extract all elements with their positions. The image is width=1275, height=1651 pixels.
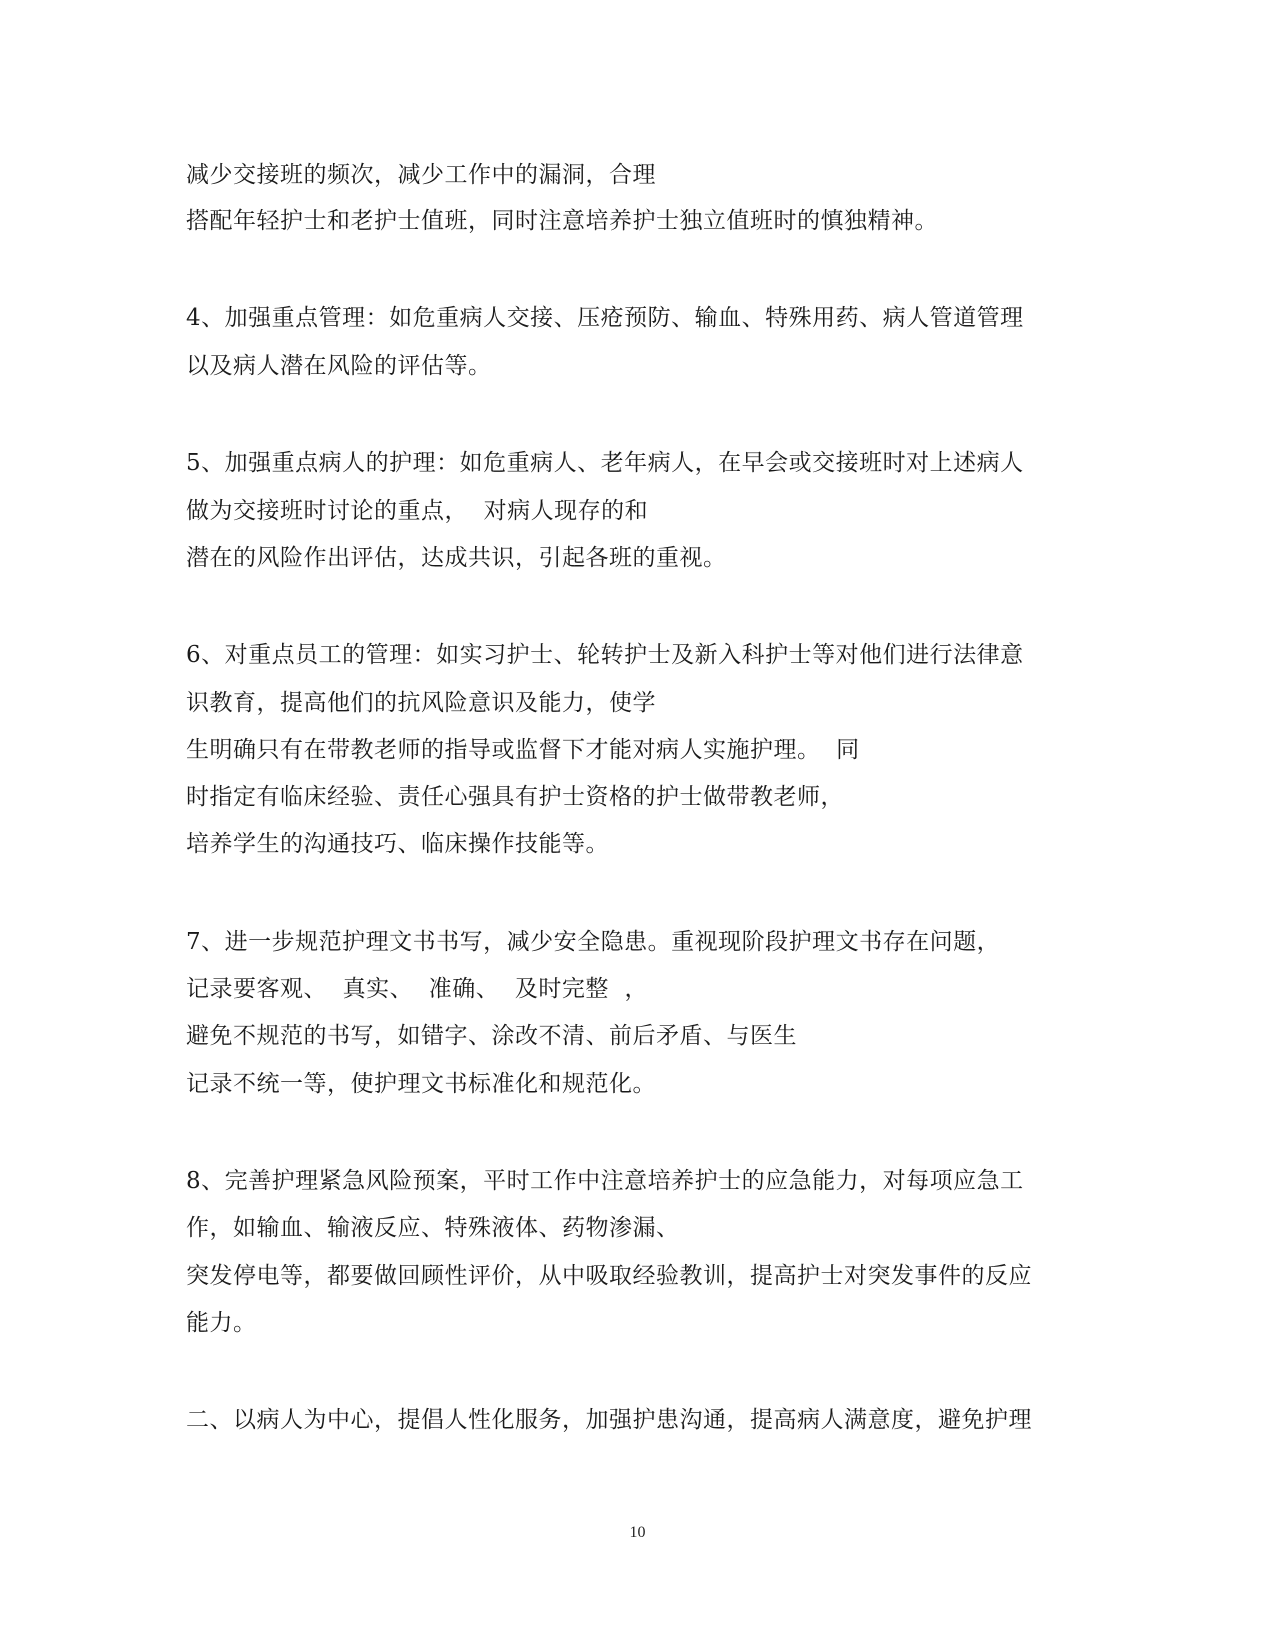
text-line: 避免不规范的书写，如错字、涂改不清、前后矛盾、与医生 <box>186 1023 797 1049</box>
text-line: 突发停电等，都要做回顾性评价，从中吸取经验教训，提高护士对突发事件的反应 <box>186 1263 1032 1289</box>
text-line: 减少交接班的频次，减少工作中的漏洞，合理 <box>186 162 656 188</box>
text-line: 做为交接班时讨论的重点， 对病人现存的和 <box>186 498 649 524</box>
text-line: 识教育，提高他们的抗风险意识及能力，使学 <box>186 690 656 716</box>
text-line: 8、完善护理紧急风险预案，平时工作中注意培养护士的应急能力，对每项应急工 <box>186 1168 1024 1194</box>
text-line: 7、进一步规范护理文书书写，减少安全隐患。重视现阶段护理文书存在问题， <box>186 929 1001 955</box>
text-line: 培养学生的沟通技巧、临床操作技能等。 <box>186 831 609 857</box>
text-line: 记录不统一等，使护理文书标准化和规范化。 <box>186 1071 656 1097</box>
text-line: 时指定有临床经验、责任心强具有护士资格的护士做带教老师， <box>186 784 844 810</box>
text-line: 4、加强重点管理：如危重病人交接、压疮预防、输血、特殊用药、病人管道管理 <box>186 305 1024 331</box>
text-line: 潜在的风险作出评估，达成共识，引起各班的重视。 <box>186 545 727 571</box>
page-number: 10 <box>629 1524 646 1541</box>
text-line: 以及病人潜在风险的评估等。 <box>186 353 492 379</box>
text-line: 6、对重点员工的管理：如实习护士、轮转护士及新入科护士等对他们进行法律意 <box>186 642 1024 668</box>
text-line: 作，如输血、输液反应、特殊液体、药物渗漏、 <box>186 1215 680 1241</box>
text-line: 二、以病人为中心，提倡人性化服务，加强护患沟通，提高病人满意度，避免护理 <box>186 1407 1032 1433</box>
text-line: 记录要客观、 真实、 准确、 及时完整 ， <box>186 976 648 1002</box>
text-line: 搭配年轻护士和老护士值班，同时注意培养护士独立值班时的慎独精神。 <box>186 208 938 234</box>
text-line: 5、加强重点病人的护理：如危重病人、老年病人，在早会或交接班时对上述病人 <box>186 450 1024 476</box>
text-line: 生明确只有在带教老师的指导或监督下才能对病人实施护理。 同 <box>186 737 860 763</box>
text-line: 能力。 <box>186 1310 257 1336</box>
